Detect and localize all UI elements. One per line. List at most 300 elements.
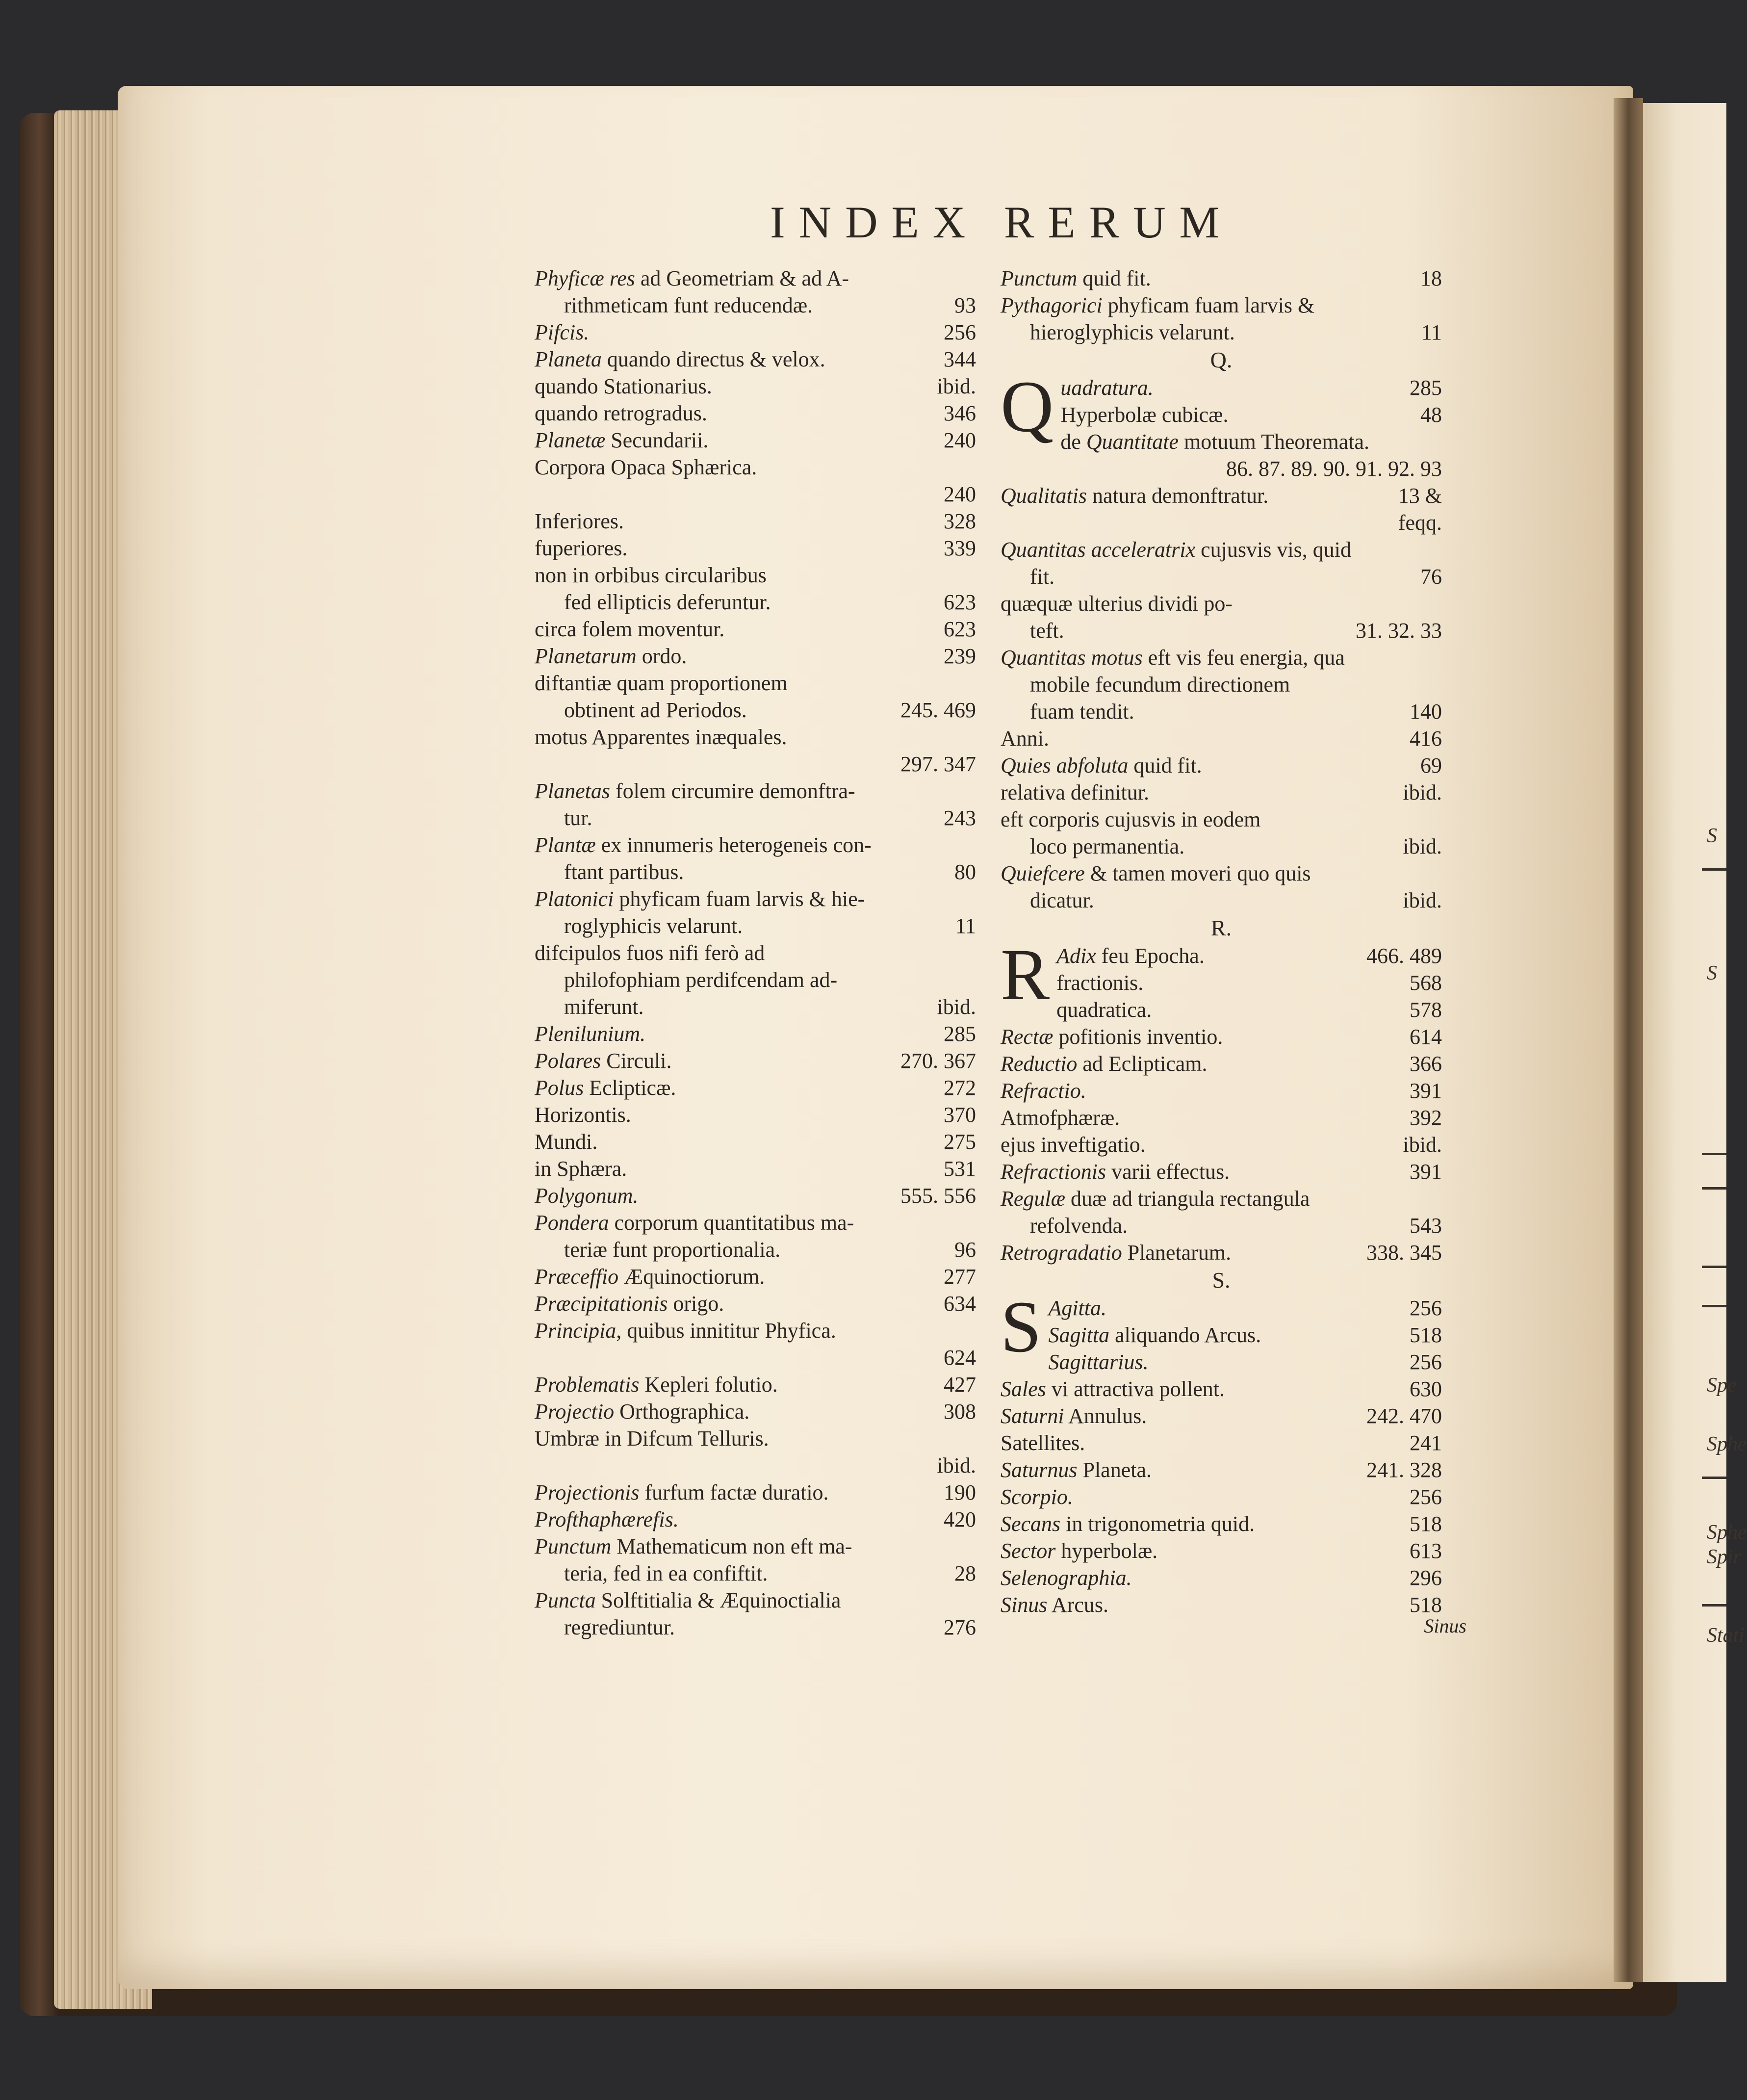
page-reference: 31. 32. 33 [1356,619,1442,643]
section-letter: S. [1212,1268,1231,1293]
page-reference: 13 & [1398,484,1442,508]
page-reference: 297. 347 [900,752,976,776]
right-page-fragment: Sphe [1707,1521,1747,1544]
index-entry [1001,833,1442,860]
entry-head: Projectionis [535,1480,640,1504]
index-entry [1001,1185,1442,1212]
page-reference: 285 [944,1022,976,1046]
index-entry [1001,671,1442,698]
right-page-fragment: Spe [1707,1374,1737,1397]
index-entry [535,1074,976,1101]
index-entry [535,1317,976,1344]
page-reference: 240 [944,482,976,506]
right-page-fragment: Stati [1707,1624,1745,1647]
right-page-edge [1643,103,1726,1982]
index-entry [1001,725,1442,752]
entry-text: quando directus & velox. [601,347,825,371]
entry-continuation: obtinent ad Periodos. [564,698,747,722]
entry-head: Plenilunium. [535,1022,646,1046]
page-reference: 466. 489 [1366,944,1442,968]
entry-continuation: teria, fed in ea confiftit. [564,1561,768,1585]
entry-continuation: dicatur. [1030,888,1094,912]
index-entry [1001,319,1442,346]
index-entry [1001,752,1442,779]
page-reference: feqq. [1398,511,1442,535]
right-page-fragment: S [1707,825,1717,847]
entry-text: ordo. [636,644,687,668]
entry-continuation: refolvenda. [1030,1214,1128,1238]
entry-text: & tamen moveri quo quis [1084,861,1311,885]
entry-prefix: de [1060,430,1086,454]
entry-head: Problematis [535,1373,640,1397]
page-reference: 76 [1420,565,1442,589]
entry-subtext: diftantiæ quam proportionem [535,671,788,695]
entry-head: Quiefcere [1001,861,1085,885]
entry-text: ex innumeris heterogeneis con- [595,833,872,857]
entry-continuation: regrediuntur. [564,1615,675,1639]
entry-subtext: Mundi. [535,1130,598,1154]
section-letter: R. [1210,915,1232,940]
right-page-fragment: Sphe [1707,1433,1747,1455]
entry-head: Præceffio [535,1265,619,1289]
page-reference: 370 [944,1103,976,1127]
entry-head: Planeta [535,347,602,371]
page-reference: 296 [1410,1566,1442,1590]
catchword: Sinus [1424,1615,1466,1637]
entry-subtext: Satellites. [1001,1431,1085,1455]
index-entry [1001,1483,1442,1510]
index-entry [1001,1050,1442,1077]
page-reference: 140 [1410,700,1442,724]
page-reference: 391 [1410,1160,1442,1184]
page-reference: 623 [944,617,976,641]
index-entry [535,1182,976,1209]
page-reference: 518 [1410,1512,1442,1536]
entry-text: natura demonftratur. [1087,484,1269,508]
entry-head: Phyficæ res [535,266,635,290]
page-reference: 391 [1410,1079,1442,1103]
page-reference: 86. 87. 89. 90. 91. 92. 93 [1226,457,1442,481]
page-reference: 242. 470 [1366,1404,1442,1428]
entry-text: ad Geometriam & ad A- [635,266,849,290]
entry-text: in trigonometria quid. [1060,1512,1255,1536]
index-entry [1001,1537,1442,1564]
index-entry [1001,1322,1442,1348]
index-entry [1001,1564,1442,1591]
page-reference: 555. 556 [900,1184,976,1208]
page-reference: 613 [1410,1539,1442,1563]
page-reference: 239 [944,644,976,668]
entry-subtext: Horizontis. [535,1103,631,1127]
drop-capital: Q [1001,366,1054,447]
book-gutter [1614,98,1643,1982]
entry-subtext: ejus inveftigatio. [1001,1133,1146,1157]
entry-head: Planetarum [535,644,637,668]
entry-text: aliquando Arcus. [1109,1323,1261,1347]
index-entry [1001,698,1442,725]
entry-subtext: quæquæ ulterius dividi po- [1001,592,1233,616]
page-reference: 245. 469 [900,698,976,722]
entry-head: Punctum [535,1534,612,1558]
entry-head: uadratura. [1060,376,1154,400]
entry-head: Principia [535,1319,617,1343]
entry-subtext: fuperiores. [535,536,628,560]
index-entry [1001,292,1442,319]
page-reference: 285 [1410,376,1442,400]
right-page-fragment: S [1707,962,1717,985]
entry-subtext: difcipulos fuos nifi ferò ad [535,941,765,965]
entry-subtext: fractionis. [1056,971,1144,995]
entry-head: Platonici [535,887,614,911]
entry-text: phyficam fuam larvis & hie- [614,887,865,911]
entry-head: Quantitas acceleratrix [1001,538,1196,562]
index-entry [535,1263,976,1290]
page-reference: 531 [944,1157,976,1181]
entry-subtext: quando Stationarius. [535,374,712,398]
entry-continuation: fed ellipticis deferuntur. [564,590,771,614]
index-entry [1001,1239,1442,1266]
page-reference: 624 [944,1346,976,1370]
index-entry [1001,536,1442,563]
page-reference: 80 [954,860,976,884]
index-entry [1001,1402,1442,1429]
index-entry [1001,617,1442,644]
index-entry [535,1101,976,1128]
index-entry [535,831,976,858]
entry-subtext: quando retrogradus. [535,401,707,425]
entry-subtext: non in orbibus circularibus [535,563,767,587]
page-reference: ibid. [1403,780,1442,804]
right-page-dash [1702,1477,1726,1479]
entry-head: Sagitta [1048,1323,1110,1347]
index-entry [535,427,976,454]
entry-head: Polygonum. [535,1184,639,1208]
entry-text: quid fit. [1128,753,1202,778]
entry-head: Refractio. [1001,1079,1086,1103]
entry-text: varii effectus. [1106,1160,1230,1184]
entry-head: Selenographia. [1001,1566,1132,1590]
entry-text: Kepleri folutio. [639,1373,778,1397]
entry-text: Eclipticæ. [584,1076,676,1100]
right-page-dash [1702,868,1726,871]
entry-text: quid fit. [1077,266,1151,290]
entry-head: Sagittarius. [1048,1350,1149,1374]
right-page-dash [1702,1187,1726,1190]
entry-subtext: Anni. [1001,726,1049,751]
entry-continuation: teriæ funt proportionalia. [564,1238,781,1262]
page-reference: 256 [1410,1485,1442,1509]
entry-text: Orthographica. [614,1400,750,1424]
entry-subtext: Corpora Opaca Sphærica. [535,455,757,479]
index-column-left [535,265,976,1641]
entry-text: furfum factæ duratio. [639,1480,829,1504]
entry-text: folem circumire demonftra- [610,779,855,803]
index-entry [535,1587,976,1614]
entry-subtext: Umbræ in Difcum Telluris. [535,1426,769,1451]
entry-text: Arcus. [1047,1593,1109,1617]
index-entry [535,1533,976,1560]
index-entry [1001,563,1442,590]
index-entry [535,858,976,885]
page-reference: ibid. [1403,834,1442,858]
entry-subtext: circa folem moventur. [535,617,725,641]
page-reference: 366 [1410,1052,1442,1076]
page-reference: 630 [1410,1377,1442,1401]
entry-text: hyperbolæ. [1055,1539,1158,1563]
index-entry [1001,1212,1442,1239]
entry-head: Refractionis [1001,1160,1106,1184]
page-reference: 18 [1420,266,1442,290]
page-reference: 96 [954,1238,976,1262]
entry-head: Scorpio. [1001,1485,1073,1509]
page-reference: 518 [1410,1593,1442,1617]
index-entry [535,373,976,400]
index-entry [535,939,976,966]
index-entry [535,643,976,670]
page-reference: 543 [1410,1214,1442,1238]
entry-continuation: roglyphicis velarunt. [564,914,743,938]
right-page-dash [1702,1604,1726,1607]
index-entry [1001,1510,1442,1537]
page-reference: ibid. [937,995,976,1019]
page-reference: 346 [944,401,976,425]
index-entry [535,912,976,939]
entry-head: Saturni [1001,1404,1064,1428]
page-reference: 256 [944,320,976,344]
page-reference: 11 [955,914,976,938]
entry-continuation: ftant partibus. [564,860,684,884]
page-reference: ibid. [1403,1133,1442,1157]
index-entry [535,535,976,562]
entry-head: Qualitatis [1001,484,1087,508]
entry-head: Polares [535,1049,601,1073]
index-entry [1001,996,1442,1023]
index-entry [535,670,976,697]
index-entry [535,778,976,804]
entry-head: Saturnus [1001,1458,1078,1482]
page-reference: 578 [1410,998,1442,1022]
entry-head: Præcipitationis [535,1292,668,1316]
index-column-right [1001,265,1442,1618]
entry-head: Quantitate [1086,430,1179,454]
index-entry [1001,860,1442,887]
index-entry [535,1128,976,1155]
index-entry [535,1290,976,1317]
entry-continuation: philofophiam perdifcendam ad- [564,968,838,992]
index-entry [535,885,976,912]
entry-text: origo. [668,1292,724,1316]
index-entry [535,1155,976,1182]
page-reference: 11 [1421,320,1442,344]
page-reference: 344 [944,347,976,371]
index-entry [535,616,976,643]
entry-continuation: teft. [1030,619,1064,643]
index-entry [535,993,976,1020]
entry-text: pofitionis inventio. [1053,1025,1223,1049]
drop-capital: R [1001,934,1050,1015]
index-entry [1001,428,1442,455]
entry-continuation: rithmeticam funt reducendæ. [564,293,813,317]
page-title: INDEX RERUM [770,197,1233,247]
entry-continuation: hieroglyphicis velarunt. [1030,320,1235,344]
entry-head: Sinus [1001,1593,1048,1617]
page-reference: 328 [944,509,976,533]
page-reference: 243 [944,806,976,830]
page-reference: 275 [944,1130,976,1154]
entry-text: , quibus innititur Phyfica. [616,1319,836,1343]
entry-text: Circuli. [601,1049,672,1073]
page-reference: 339 [944,536,976,560]
entry-head: Pondera [535,1211,609,1235]
index-entry [1001,401,1442,428]
index-entry [535,1479,976,1506]
index-entry [535,346,976,373]
entry-head: Punctum [1001,266,1078,290]
index-entry [535,562,976,589]
entry-head: Projectio [535,1400,615,1424]
page-reference: 634 [944,1292,976,1316]
entry-text: corporum quantitatibus ma- [609,1211,854,1235]
index-entry [1001,1023,1442,1050]
entry-subtext: in Sphæra. [535,1157,627,1181]
entry-head: Reductio [1001,1052,1078,1076]
entry-head: Quantitas motus [1001,646,1143,670]
page-reference: 623 [944,590,976,614]
entry-text: Secundarii. [605,428,709,452]
entry-text: motuum Theoremata. [1179,430,1370,454]
index-entry [535,1020,976,1047]
page-reference: ibid. [937,374,976,398]
right-page-fragment: Spir [1707,1546,1742,1568]
index-entry [1001,590,1442,617]
entry-subtext: Hyperbolæ cubicæ. [1060,403,1229,427]
index-entry [535,508,976,535]
index-entry [535,589,976,616]
entry-text: Mathematicum non eft ma- [611,1534,852,1558]
page-reference: 28 [954,1561,976,1585]
right-page-dash [1702,1153,1726,1155]
index-entry [535,319,976,346]
section-letter: Q. [1210,347,1233,372]
entry-head: Sector [1001,1539,1056,1563]
entry-continuation: tur. [564,806,592,830]
entry-text: eft vis feu energia, qua [1142,646,1345,670]
index-entry [1001,1348,1442,1375]
entry-text: duæ ad triangula rectangula [1065,1187,1310,1211]
page-reference: 568 [1410,971,1442,995]
index-entry [535,1506,976,1533]
index-entry [535,1560,976,1587]
entry-continuation: fit. [1030,565,1055,589]
index-entry [1001,806,1442,833]
index-entry [535,1425,976,1452]
entry-head: Quies abfoluta [1001,753,1129,778]
page-reference: 614 [1410,1025,1442,1049]
page-reference: 392 [1410,1106,1442,1130]
index-entry [535,454,976,481]
page-reference: 256 [1410,1350,1442,1374]
entry-continuation: loco permanentia. [1030,834,1185,858]
entry-head: Retrogradatio [1001,1241,1122,1265]
page-reference: 190 [944,1480,976,1504]
entry-continuation: mobile fecundum directionem [1030,673,1290,697]
entry-text: feu Epocha. [1096,944,1205,968]
page-reference: 427 [944,1373,976,1397]
index-entry [1001,1104,1442,1131]
index-entry [535,966,976,993]
entry-head: Rectæ [1001,1025,1053,1049]
entry-head: Adix [1056,944,1096,968]
index-entry [535,1614,976,1641]
entry-text: Planeta. [1077,1458,1152,1482]
index-entry [1001,265,1442,292]
page-reference: 518 [1410,1323,1442,1347]
page-reference: 416 [1410,726,1442,751]
right-page-dash [1702,1266,1726,1268]
index-entry [1001,1456,1442,1483]
page-reference: 308 [944,1400,976,1424]
page-reference: 241 [1410,1431,1442,1455]
entry-subtext: Atmofphæræ. [1001,1106,1120,1130]
entry-continuation: fuam tendit. [1030,700,1134,724]
entry-text: Æquinoctiorum. [618,1265,765,1289]
index-entry [1001,1429,1442,1456]
entry-head: Pythagorici [1001,293,1103,317]
index-entry [535,1398,976,1425]
page-reference: 240 [944,428,976,452]
entry-text: Annulus. [1064,1404,1147,1428]
page-reference: 241. 328 [1366,1458,1442,1482]
index-entry [1001,779,1442,806]
entry-head: Profthaphærefis. [535,1507,679,1531]
index-entry [1001,969,1442,996]
drop-capital: S [1001,1286,1042,1368]
entry-text: vi attractiva pollent. [1046,1377,1225,1401]
entry-head: Agitta. [1048,1296,1106,1320]
page-reference: ibid. [937,1453,976,1478]
entry-subtext: Inferiores. [535,509,624,533]
entry-head: Planetæ [535,428,606,452]
index-entry [535,1047,976,1074]
page-reference: 277 [944,1265,976,1289]
index-entry [535,697,976,724]
page-reference: 93 [954,293,976,317]
index-entry [535,1236,976,1263]
entry-head: Regulæ [1001,1187,1065,1211]
index-entry [1001,644,1442,671]
index-entry [1001,482,1442,509]
entry-subtext: relativa definitur. [1001,780,1149,804]
index-entry [535,265,976,292]
page-reference: 420 [944,1507,976,1531]
index-entry [535,1371,976,1398]
entry-head: Pifcis. [535,320,590,344]
page-reference: 338. 345 [1366,1241,1442,1265]
index-entry [535,292,976,319]
index-entry [535,1209,976,1236]
entry-head: Polus [535,1076,584,1100]
entry-text: ad Eclipticam. [1077,1052,1207,1076]
page-reference: 48 [1420,403,1442,427]
index-entry [535,400,976,427]
entry-head: Puncta [535,1588,596,1612]
entry-text: cujusvis vis, quid [1195,538,1351,562]
entry-head: Sales [1001,1377,1046,1401]
entry-text: phyficam fuam larvis & [1102,293,1315,317]
entry-continuation: miferunt. [564,995,644,1019]
page-reference: 270. 367 [900,1049,976,1073]
entry-subtext: motus Apparentes inæquales. [535,725,787,749]
